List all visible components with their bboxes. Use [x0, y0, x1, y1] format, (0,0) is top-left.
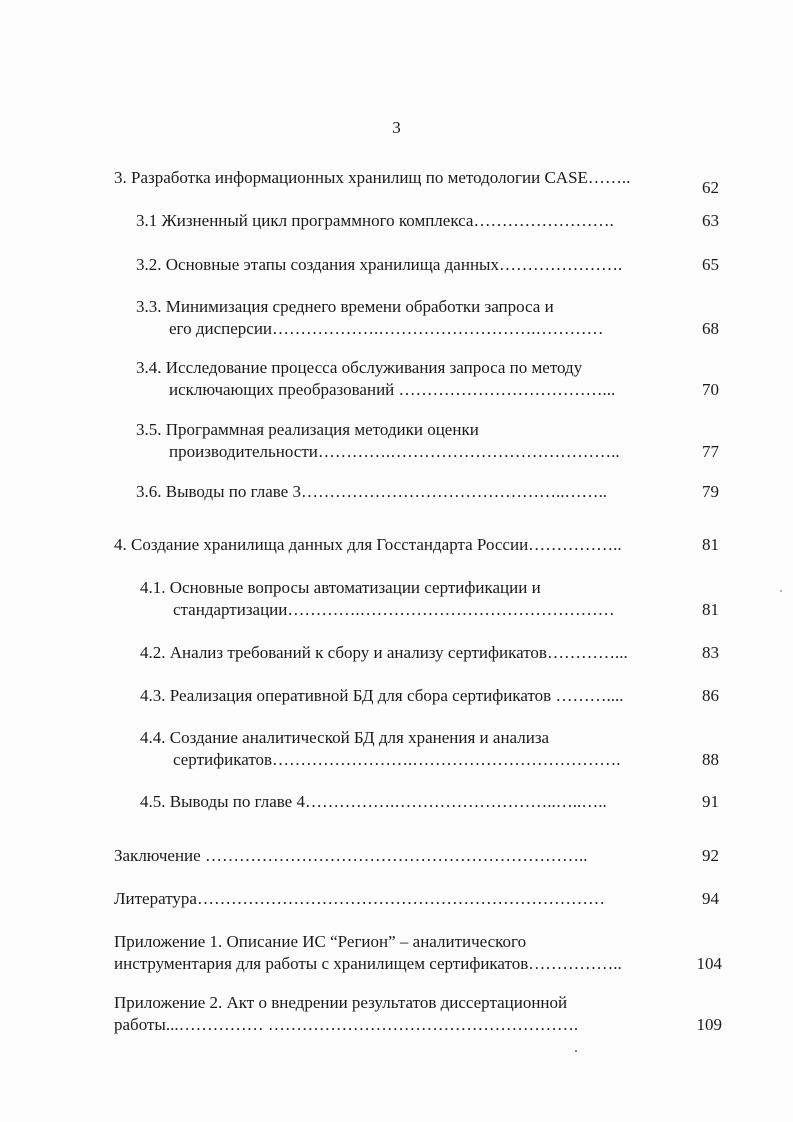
toc-entry-text-cont: сертификатов…………………….……………………………….: [173, 750, 621, 769]
toc-entry-text: 4.5. Выводы по главе 4…………….………………………..…..…..: [140, 792, 607, 811]
toc-entry-page: 81: [702, 600, 719, 619]
toc-entry-page: 92: [702, 846, 719, 865]
toc-entry-page: 65: [702, 255, 719, 274]
toc-entry-page: 83: [702, 643, 719, 662]
toc-entry-text: 4. Создание хранилища данных для Госстандарта России……………..: [114, 535, 622, 554]
toc-entry-page: 70: [702, 380, 719, 399]
toc-entry-text: 3.6. Выводы по главе 3………………………………………..……..: [136, 482, 607, 501]
toc-entry-page: 81: [702, 535, 719, 554]
toc-entry-page: 109: [696, 1015, 722, 1034]
toc-entry-page: 62: [702, 178, 719, 197]
toc-entry-text: Приложение 2. Акт о внедрении результатов диссертационной: [114, 993, 568, 1012]
page-number: 3: [392, 118, 401, 137]
toc-entry-text: 4.1. Основные вопросы автоматизации сертификации и: [140, 578, 541, 597]
toc-entry-text-cont: стандартизации………….………………………………………: [173, 600, 615, 619]
toc-entry-page: 68: [702, 319, 719, 338]
toc-entry-page: 63: [702, 211, 719, 230]
toc-entry-text: 3.2. Основные этапы создания хранилища данных………………….: [136, 255, 623, 274]
toc-entry-text: Приложение 1. Описание ИС “Регион” – аналитического: [114, 932, 527, 951]
toc-entry-page: 79: [702, 482, 719, 501]
toc-entry-page: 104: [696, 954, 722, 973]
toc-entry-text: 3.5. Программная реализация методики оценки: [136, 420, 479, 439]
toc-entry-text-cont: производительности………….…………………………………..: [169, 442, 620, 461]
toc-entry-text: 3.3. Минимизация среднего времени обработки запроса и: [136, 297, 554, 316]
toc-entry-page: 88: [702, 750, 719, 769]
toc-entry-text: 3.4. Исследование процесса обслуживания запроса по методу: [136, 358, 583, 377]
toc-entry-text-cont: инструментария для работы с хранилищем сертификатов……………..: [114, 954, 622, 973]
toc-entry-text: Литература………………………………………………………………: [114, 889, 605, 908]
toc-entry-text-cont: его дисперсии……………….……………………….…………: [169, 319, 604, 338]
toc-entry-text-cont: работы...…………… ……………………………………………….: [114, 1015, 579, 1034]
toc-entry-text: 4.3. Реализация оперативной БД для сбора сертификатов ………....: [140, 686, 624, 705]
toc-entry-page: 77: [702, 442, 719, 461]
toc-entry-text: 4.4. Создание аналитической БД для хранения и анализа: [140, 728, 550, 747]
toc-entry-page: 91: [702, 792, 719, 811]
toc-entry-page: 86: [702, 686, 719, 705]
toc-entry-text: 3. Разработка информационных хранилищ по методологии CASE……..: [114, 168, 631, 187]
toc-entry-text-cont: исключающих преобразований ………………………………...: [169, 380, 616, 399]
toc-entry-text: Заключение …………………………………………………………..: [114, 846, 588, 865]
toc-entry-page: 94: [702, 889, 719, 908]
toc-entry-text: 3.1 Жизненный цикл программного комплекса…………………….: [136, 211, 614, 230]
toc-entry-text: 4.2. Анализ требований к сбору и анализу сертификатов…………...: [140, 643, 628, 662]
scan-speck: [780, 590, 782, 592]
scan-speck: [575, 1050, 577, 1052]
